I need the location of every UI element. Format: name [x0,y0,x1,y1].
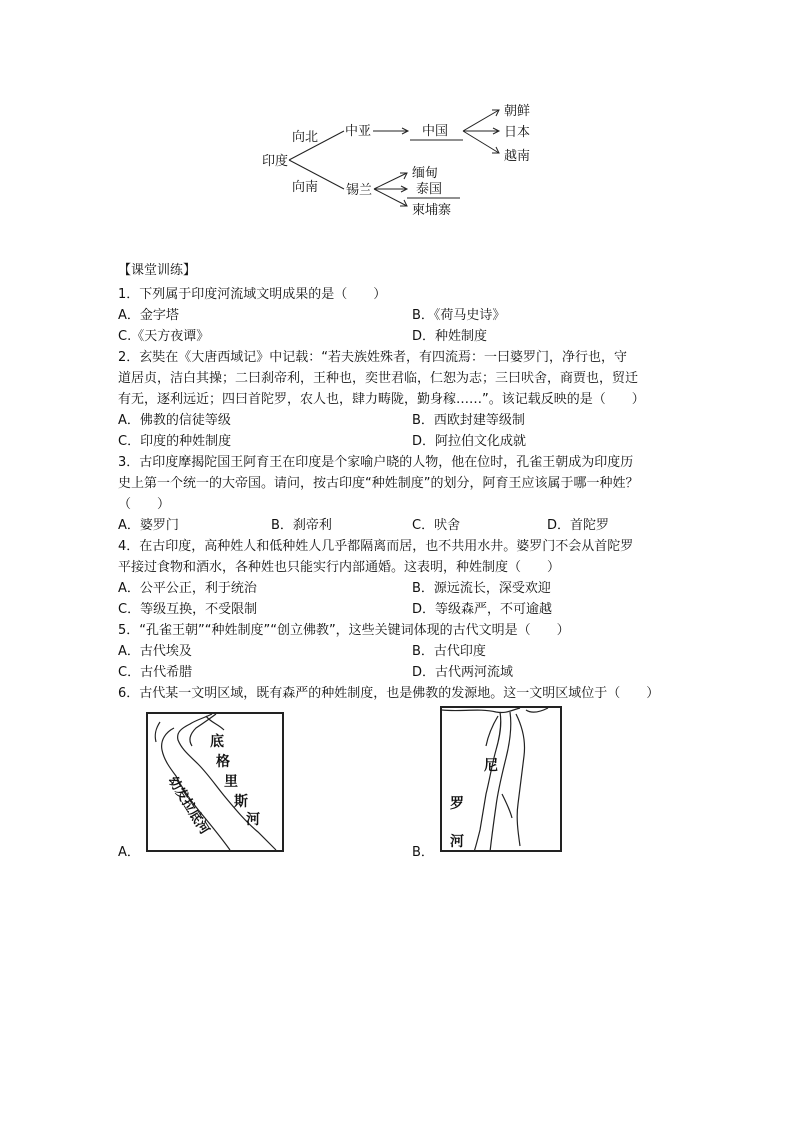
option-b[interactable]: B．《荷马史诗》 [412,308,506,323]
question-stem-line: 有无，逐利远近；四曰首陀罗，农人也，肆力畴陇，勤身稼……”。该记载反映的是（ ） [118,392,645,407]
tigris-label-1: 底 [210,734,224,750]
option-d[interactable]: D．首陀罗 [547,518,610,533]
diagram-burma: 缅甸 [412,166,439,181]
question-stem-line: 2．玄奘在《大唐西域记》中记载：“若夫族姓殊者，有四流焉：一曰婆罗门，净行也，守 [118,350,628,365]
tigris-label-4: 斯 [234,794,248,810]
buddhism-spread-diagram [0,0,794,230]
option-a[interactable]: A． [118,845,140,860]
option-a[interactable]: A．金字塔 [118,308,179,323]
question-stem: 6．古代某一文明区域，既有森严的种姓制度，也是佛教的发源地。这一文明区域位于（ ） [118,686,660,701]
question-stem-line: 4．在古印度，高种姓人和低种姓人几乎都隔离而居，也不共用水井。婆罗门不会从首陀罗 [118,539,634,554]
option-c[interactable]: C．古代希腊 [118,665,193,680]
question-stem-line: 3．古印度摩揭陀国王阿育王在印度是个家喻户晓的人物，他在位时，孔雀王朝成为印度历 [118,455,634,470]
diagram-ceylon: 锡兰 [346,183,373,198]
tigris-label-5: 河 [246,812,260,828]
section-title: 【课堂训练】 [118,263,197,278]
diagram-thailand: 泰国 [416,182,443,197]
option-c[interactable]: C.《天方夜谭》 [118,329,210,344]
diagram-central-asia: 中亚 [345,124,372,139]
question-stem-line: （ ） [118,497,171,512]
map-nile[interactable] [440,706,562,852]
nile-label-1: 尼 [484,758,498,774]
diagram-south: 向南 [292,180,319,195]
nile-label-3: 河 [450,834,464,850]
question-stem-line: 道居贞，洁白其操；二曰刹帝利，王种也，奕世君临，仁恕为志；三曰吠舍，商贾也，贸迁 [118,371,639,386]
option-b[interactable]: B．古代印度 [412,644,486,659]
option-d[interactable]: D．阿拉伯文化成就 [412,434,527,449]
option-c[interactable]: C．等级互换，不受限制 [118,602,258,617]
question-stem-line: 史上第一个统一的大帝国。请问，按古印度“种姓制度”的划分，阿育王应该属于哪一种姓？ [118,476,639,491]
option-c[interactable]: C．印度的种姓制度 [118,434,232,449]
diagram-japan: 日本 [504,125,531,140]
option-b[interactable]: B．西欧封建等级制 [412,413,525,428]
option-b[interactable]: B．刹帝利 [271,518,332,533]
option-d[interactable]: D．古代两河流域 [412,665,514,680]
option-b[interactable]: B． [412,845,434,860]
diagram-cambodia: 柬埔寨 [412,203,452,218]
diagram-north: 向北 [292,130,319,145]
option-c[interactable]: C．吠舍 [412,518,461,533]
diagram-india: 印度 [262,154,289,169]
tigris-label-3: 里 [224,774,238,790]
option-d[interactable]: D．种姓制度 [412,329,488,344]
question-stem: 1．下列属于印度河流域文明成果的是（ ） [118,287,387,302]
diagram-vietnam: 越南 [504,149,531,164]
option-a[interactable]: A．古代埃及 [118,644,192,659]
euphrates-label: 幼发拉底河 [164,774,212,838]
nile-label-2: 罗 [450,796,464,812]
tigris-label-2: 格 [216,754,230,770]
option-a[interactable]: A．佛教的信徒等级 [118,413,231,428]
option-a[interactable]: A．婆罗门 [118,518,179,533]
question-stem-line: 平接过食物和酒水，各种姓也只能实行内部通婚。这表明，种姓制度（ ） [118,560,561,575]
map-mesopotamia[interactable] [146,712,284,852]
diagram-china: 中国 [422,124,449,139]
option-a[interactable]: A．公平公正，利于统治 [118,581,257,596]
option-b[interactable]: B．源远流长，深受欢迎 [412,581,551,596]
option-d[interactable]: D．等级森严，不可逾越 [412,602,553,617]
diagram-korea: 朝鲜 [504,104,531,119]
question-stem: 5．“孔雀王朝”“种姓制度”“创立佛教”，这些关键词体现的古代文明是（ ） [118,623,570,638]
